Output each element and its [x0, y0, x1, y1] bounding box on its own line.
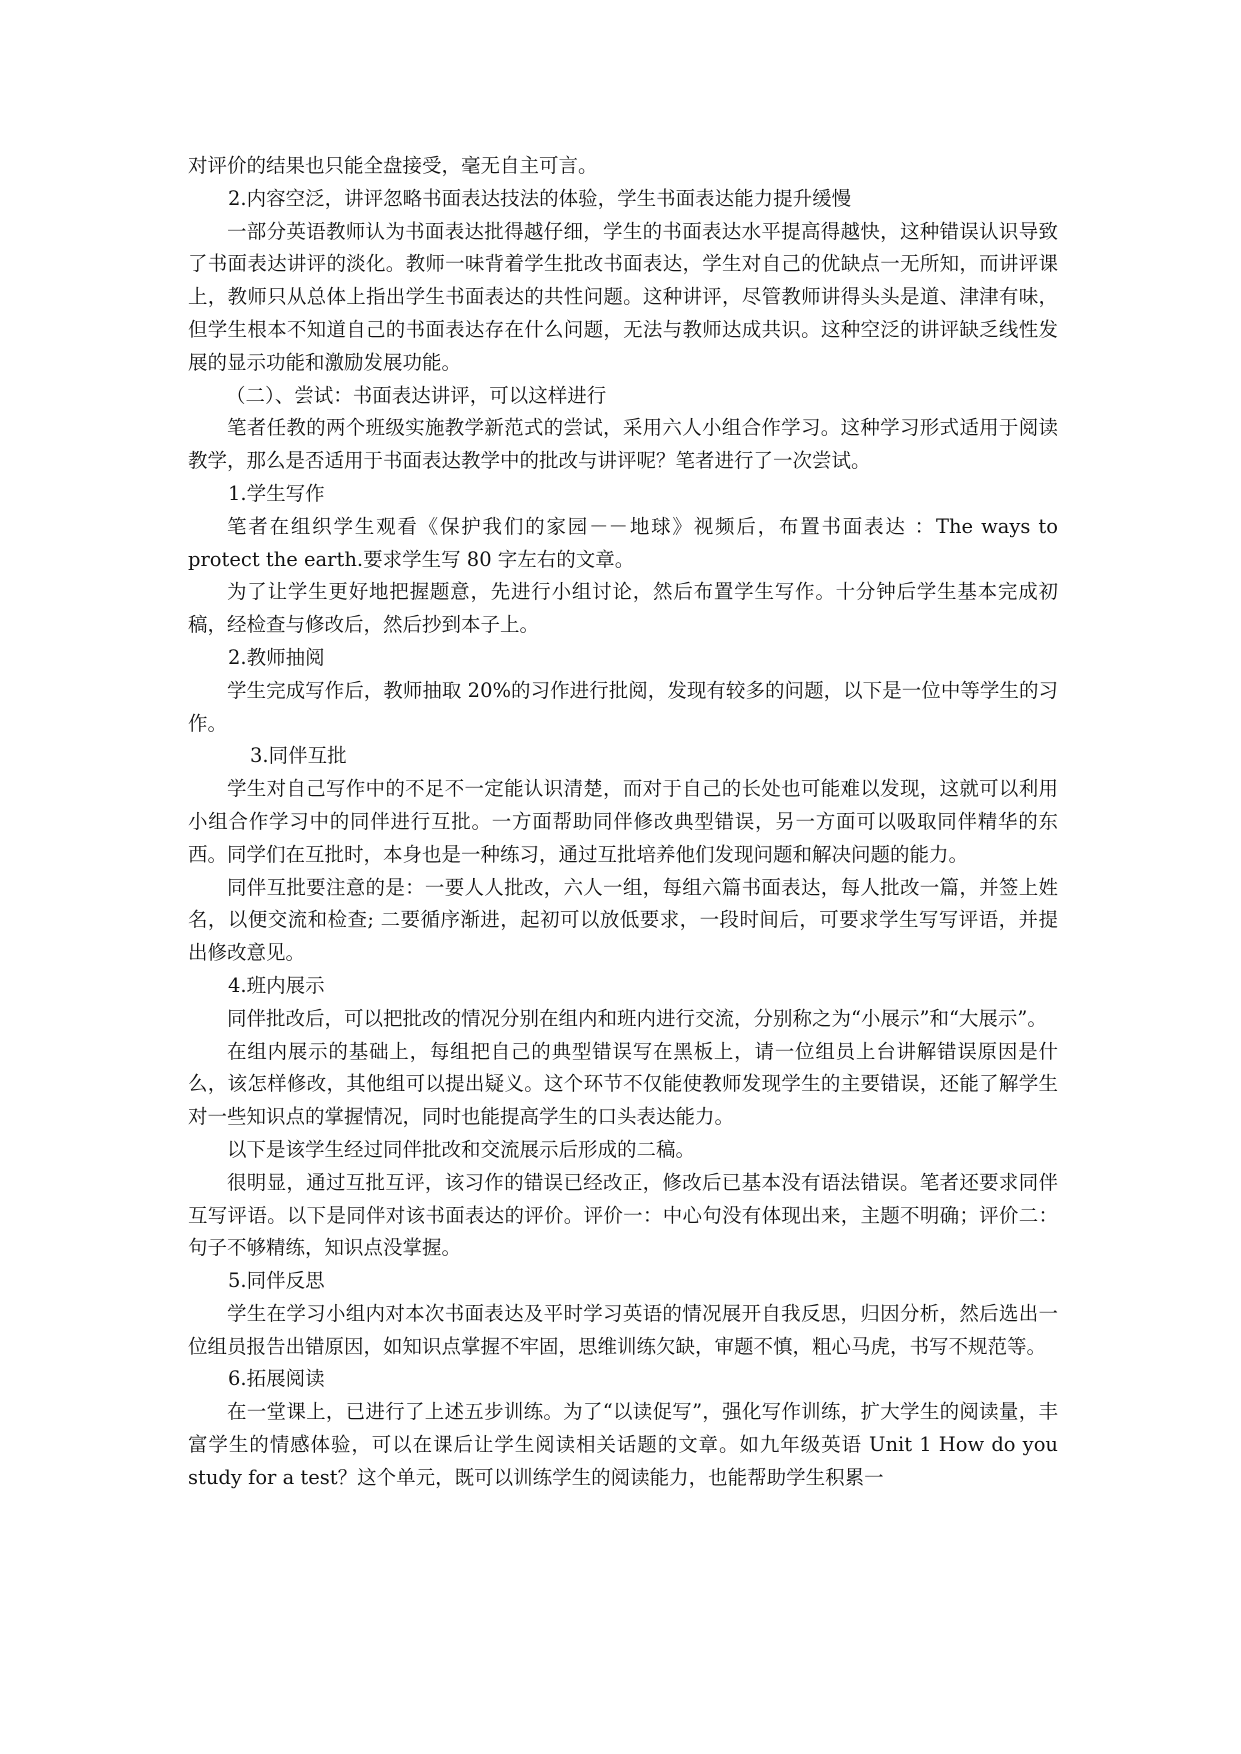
- document-body: [188, 150, 1058, 1495]
- paragraph: 一部分英语教师认为书面表达批得越仔细，学生的书面表达水平提高得越快，这种错误认识导致了书面表达讲评的淡化。教师一味背着学生批改书面表达，学生对自己的优缺点一无所知，而讲评课上，教师只从总体上指出学生书面表达的共性问题。这种讲评，尽管教师讲得头头是道、津津有味，但学生根本不知道自己的书面表达存在什么问题，无法与教师达成共识。这种空泛的讲评缺乏线性发展的显示功能和激励发展功能。: [188, 219, 1058, 374]
- paragraph: 同伴批改后，可以把批改的情况分别在组内和班内进行交流，分别称之为“小展示”和“大展示”。: [227, 1006, 1047, 1030]
- paragraph: 学生对自己写作中的不足不一定能认识清楚，而对于自己的长处也可能难以发现，这就可以利用小组合作学习中的同伴进行互批。一方面帮助同伴修改典型错误，另一方面可以吸取同伴精华的东西。同学们在互批时，本身也是一种练习，通过互批培养他们发现问题和解决问题的能力。: [188, 777, 1058, 866]
- paragraph: 学生完成写作后，教师抽取 20%的习作进行批阅，发现有较多的问题，以下是一位中等学生的习作。: [188, 678, 1058, 735]
- section-heading: （二）、尝试：书面表达讲评，可以这样进行: [226, 383, 607, 407]
- section-heading: 4.班内展示: [228, 973, 325, 997]
- section-heading: 5.同伴反思: [228, 1269, 325, 1293]
- paragraph: 以下是该学生经过同伴批改和交流展示后形成的二稿。: [227, 1137, 696, 1161]
- paragraph: 同伴互批要注意的是：一要人人批改，六人一组，每组六篇书面表达，每人批改一篇，并签上姓名，以便交流和检查; 二要循序渐进，起初可以放低要求，一段时间后，可要求学生写写评语，并提出修改意见。: [188, 875, 1058, 965]
- paragraph: 为了让学生更好地把握题意，先进行小组讨论，然后布置学生写作。十分钟后学生基本完成初稿，经检查与修改后，然后抄到本子上。: [188, 580, 1058, 637]
- section-heading: 2.内容空泛，讲评忽略书面表达技法的体验，学生书面表达能力提升缓慢: [228, 186, 852, 210]
- section-heading: 3.同伴互批: [250, 744, 347, 768]
- paragraph: 学生在学习小组内对本次书面表达及平时学习英语的情况展开自我反思，归因分析，然后选出一位组员报告出错原因，如知识点掌握不牢固，思维训练欠缺，审题不慎，粗心马虎，书写不规范等。: [188, 1301, 1058, 1358]
- paragraph: 在组内展示的基础上，每组把自己的典型错误写在黑板上，请一位组员上台讲解错误原因是什么，该怎样修改，其他组可以提出疑义。这个环节不仅能使教师发现学生的主要错误，还能了解学生对一些知识点的掌握情况，同时也能提高学生的口头表达能力。: [188, 1039, 1058, 1129]
- section-heading: 1.学生写作: [228, 481, 325, 505]
- paragraph: 在一堂课上，已进行了上述五步训练。为了“以读促写”，强化写作训练，扩大学生的阅读量，丰富学生的情感体验，可以在课后让学生阅读相关话题的文章。如九年级英语 Unit 1 How do you study for a test？这个单元，既可以训练学生的阅读能力，也能帮助学生积累一: [188, 1400, 1058, 1489]
- paragraph: 笔者任教的两个班级实施教学新范式的尝试，采用六人小组合作学习。这种学习形式适用于阅读教学，那么是否适用于书面表达教学中的批改与讲评呢？笔者进行了一次尝试。: [188, 416, 1058, 473]
- paragraph: 很明显，通过互批互评，该习作的错误已经改正，修改后已基本没有语法错误。笔者还要求同伴互写评语。以下是同伴对该书面表达的评价。评价一：中心句没有体现出来，主题不明确；评价二：句子不够精练，知识点没掌握。: [188, 1170, 1058, 1260]
- paragraph: 笔者在组织学生观看《保护我们的家园－－地球》视频后，布置书面表达 ：The ways to protect the earth.要求学生写 80 字左右的文章。: [188, 514, 1058, 571]
- section-heading: 6.拓展阅读: [228, 1367, 325, 1391]
- section-heading: 2.教师抽阅: [228, 645, 325, 669]
- paragraph: 对评价的结果也只能全盘接受，毫无自主可言。: [188, 154, 598, 177]
